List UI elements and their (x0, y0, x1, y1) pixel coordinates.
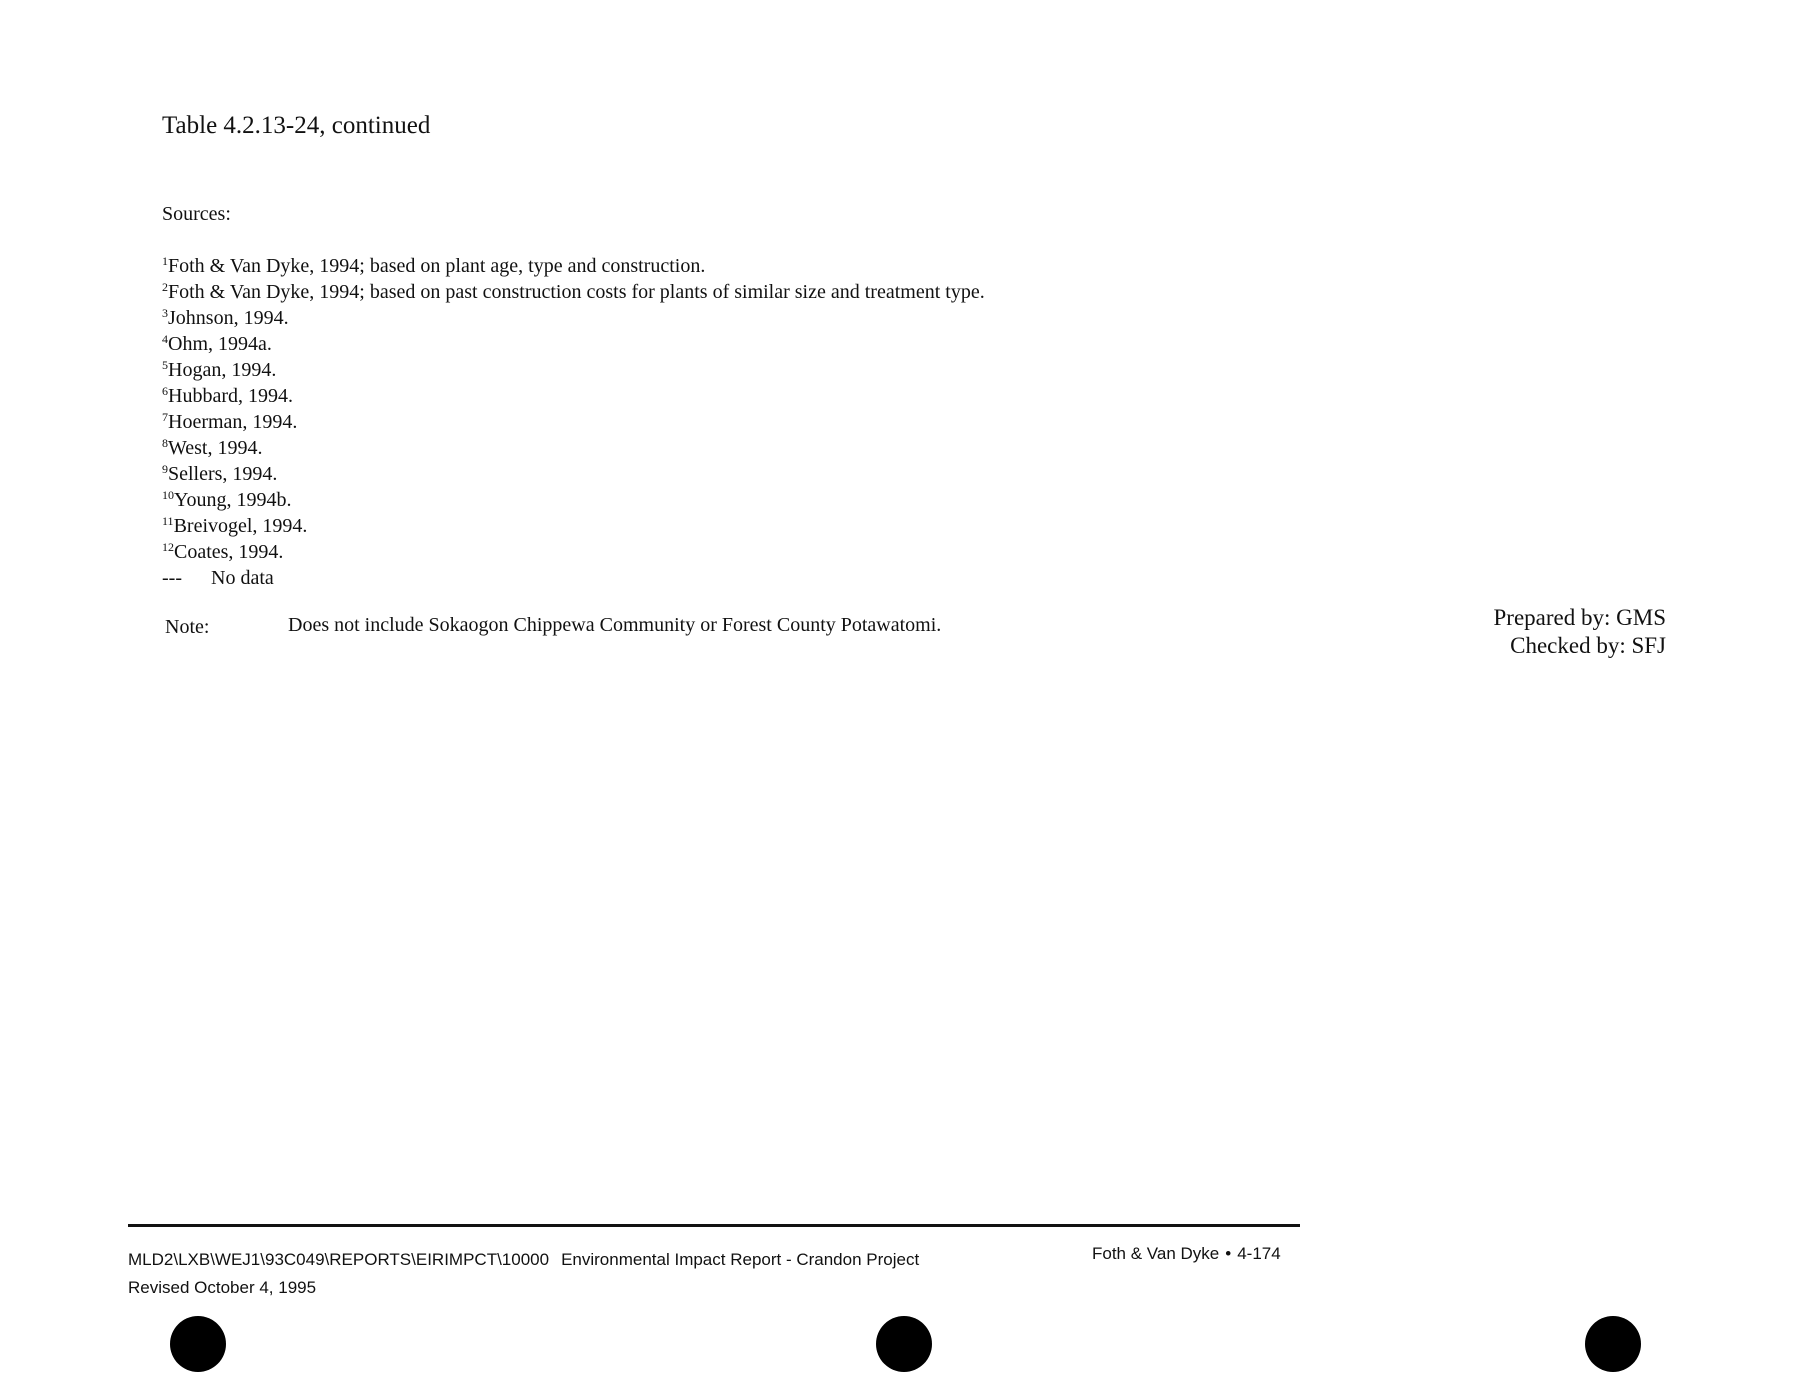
source-text: Young, 1994b. (174, 489, 292, 511)
footer-right (1092, 1244, 1281, 1264)
signoff-block (1494, 604, 1666, 660)
source-text: Foth & Van Dyke, 1994; based on past construction costs for plants of similar size and treatment type. (168, 281, 985, 303)
table-title: Table 4.2.13-24, continued (162, 112, 431, 139)
footnote-number: 8 (162, 436, 168, 450)
footnote-number: 9 (162, 462, 168, 476)
page-number: 4-174 (1237, 1244, 1281, 1263)
source-item (162, 461, 985, 487)
note-text: Does not include Sokaogon Chippewa Community or Forest County Potawatomi. (288, 614, 942, 636)
source-item (162, 357, 985, 383)
source-text: Hoerman, 1994. (168, 411, 298, 433)
no-data-label: No data (211, 567, 274, 589)
source-text: Johnson, 1994. (168, 307, 289, 329)
no-data-symbol: --- (162, 567, 182, 589)
checked-by: Checked by: SFJ (1510, 633, 1666, 658)
source-item (162, 539, 985, 565)
footnote-number: 3 (162, 306, 168, 320)
footnote-number: 10 (162, 488, 174, 502)
footnote-number: 6 (162, 384, 168, 398)
footnote-number: 2 (162, 280, 168, 294)
punch-hole-left (170, 1316, 226, 1372)
company-name: Foth & Van Dyke (1092, 1244, 1220, 1263)
source-item (162, 435, 985, 461)
source-text: Hubbard, 1994. (168, 385, 293, 407)
source-text: Breivogel, 1994. (173, 515, 308, 537)
source-item (162, 409, 985, 435)
sources-list (162, 253, 985, 591)
note-label: Note: (165, 616, 210, 638)
footnote-number: 5 (162, 358, 168, 372)
footnote-number: 11 (162, 514, 174, 528)
bullet-separator: • (1225, 1244, 1232, 1263)
punch-hole-center (876, 1316, 932, 1372)
footer-rule (128, 1224, 1300, 1227)
source-item (162, 279, 985, 305)
source-item (162, 305, 985, 331)
report-title: Environmental Impact Report - Crandon Project (561, 1250, 920, 1269)
no-data-legend (162, 565, 985, 591)
sources-label: Sources: (162, 203, 231, 225)
source-text: Hogan, 1994. (168, 359, 277, 381)
source-item (162, 383, 985, 409)
footnote-number: 7 (162, 410, 168, 424)
footnote-number: 12 (162, 540, 174, 554)
footer-left (128, 1246, 919, 1302)
footnote-number: 1 (162, 254, 168, 268)
punch-hole-right (1585, 1316, 1641, 1372)
source-text: Foth & Van Dyke, 1994; based on plant age, type and construction. (168, 255, 706, 277)
source-text: Coates, 1994. (174, 541, 284, 563)
source-item (162, 331, 985, 357)
footnote-number: 4 (162, 332, 168, 346)
source-item (162, 253, 985, 279)
revised-date: Revised October 4, 1995 (128, 1278, 317, 1297)
source-text: Ohm, 1994a. (168, 333, 272, 355)
source-text: Sellers, 1994. (168, 463, 278, 485)
source-item (162, 513, 985, 539)
source-text: West, 1994. (168, 437, 263, 459)
source-item (162, 487, 985, 513)
file-path: MLD2\LXB\WEJ1\93C049\REPORTS\EIRIMPCT\10000 (128, 1250, 550, 1269)
prepared-by: Prepared by: GMS (1493, 605, 1666, 630)
